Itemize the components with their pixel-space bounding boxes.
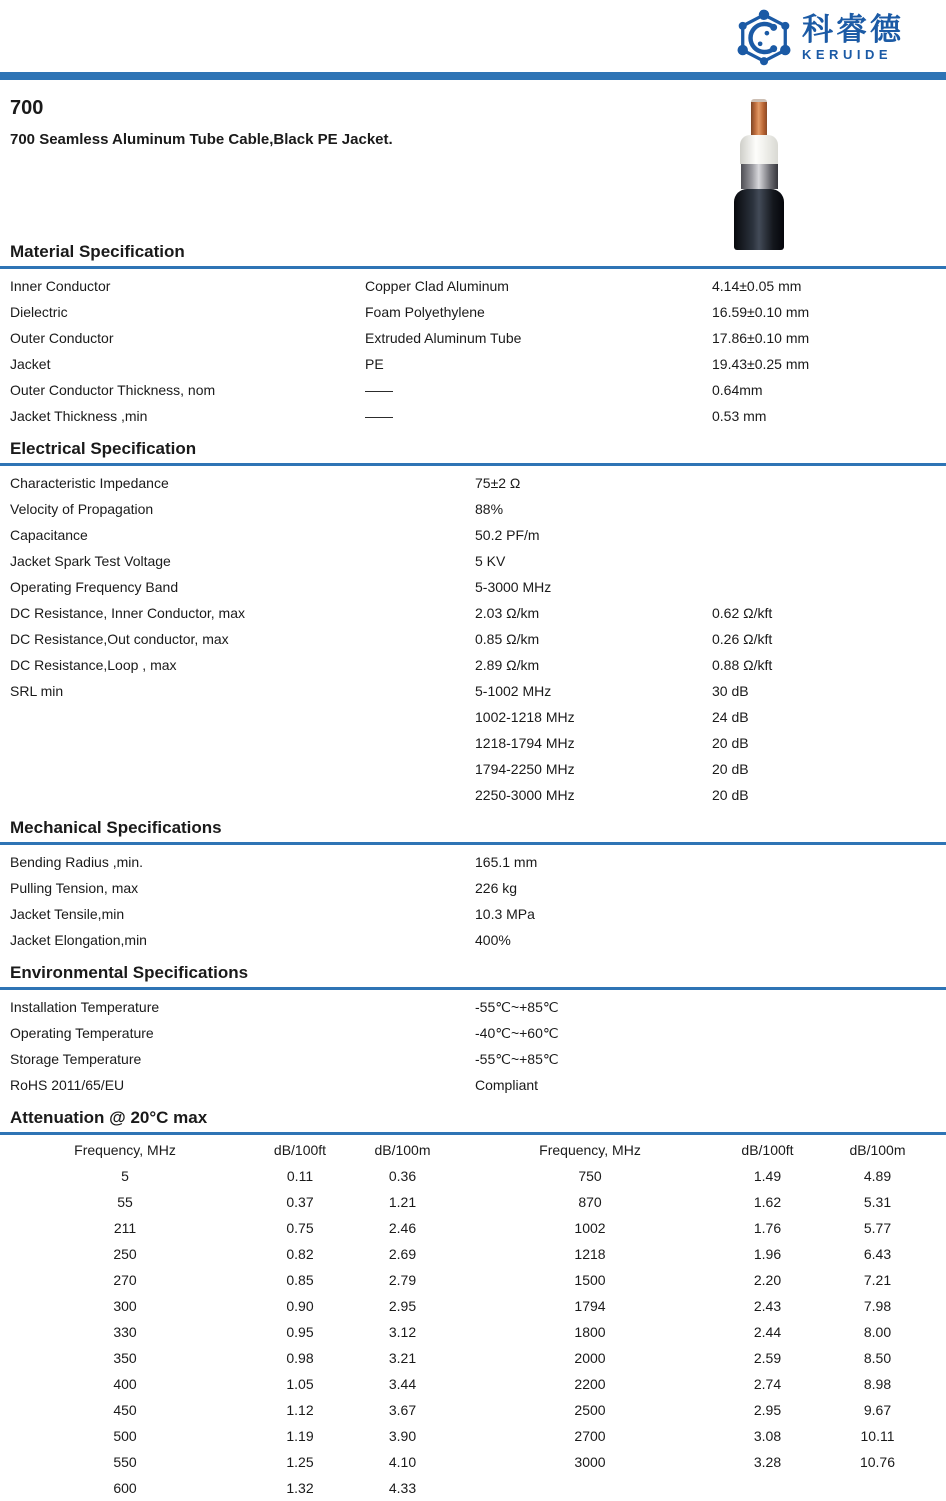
cell-frequency-left: 270 <box>113 1272 137 1288</box>
cell-frequency-right <box>455 1475 725 1501</box>
spec-label: Outer Conductor <box>10 330 114 346</box>
spec-value-primary: 400% <box>475 932 511 948</box>
spec-label: Jacket Spark Test Voltage <box>10 553 171 569</box>
cell-frequency-right: 1218 <box>574 1246 606 1262</box>
spec-label: DC Resistance, Inner Conductor, max <box>10 605 245 621</box>
table-row <box>0 1475 945 1501</box>
attenuation-header-row <box>0 1137 945 1163</box>
cell-db100ft-left: 1.12 <box>286 1402 314 1418</box>
spec-row <box>0 377 946 403</box>
spec-value-secondary: 4.14±0.05 mm <box>712 278 802 294</box>
cell-db100ft-right: 1.49 <box>753 1168 782 1184</box>
spec-row <box>0 678 946 704</box>
spec-value-primary: 2.89 Ω/km <box>475 657 540 673</box>
cell-db100ft-right: 2.95 <box>753 1402 782 1418</box>
cell-db100ft-right: 1.96 <box>753 1246 782 1262</box>
table-row <box>0 1189 945 1215</box>
table-row <box>0 1267 945 1293</box>
cell-db100ft-left: 1.19 <box>286 1428 314 1444</box>
spec-value-secondary <box>712 1020 946 1046</box>
cell-db100ft-right <box>725 1475 810 1501</box>
cable-dielectric-layer <box>740 135 778 164</box>
spec-value-secondary: 16.59±0.10 mm <box>712 304 810 320</box>
spec-value-secondary: 20 dB <box>712 761 749 777</box>
spec-label: Dielectric <box>10 304 68 320</box>
spec-value-primary: 5-3000 MHz <box>475 579 552 595</box>
spec-value-primary: 50.2 PF/m <box>475 527 540 543</box>
cell-frequency-left: 55 <box>117 1194 133 1210</box>
spec-label: Bending Radius ,min. <box>10 854 144 870</box>
cell-frequency-left: 500 <box>113 1428 137 1444</box>
column-header: dB/100ft <box>741 1142 794 1158</box>
spec-value-primary: Foam Polyethylene <box>365 304 485 320</box>
cell-db100ft-left: 0.90 <box>286 1298 314 1314</box>
material-rows <box>0 269 946 429</box>
spec-label: DC Resistance,Out conductor, max <box>10 631 229 647</box>
cell-db100ft-left: 0.75 <box>286 1220 314 1236</box>
spec-value-primary: Extruded Aluminum Tube <box>365 330 522 346</box>
keruide-logo <box>735 9 904 67</box>
attenuation-body <box>0 1163 945 1501</box>
spec-value-primary: Compliant <box>475 1077 539 1093</box>
cell-db100ft-left: 0.98 <box>286 1350 314 1366</box>
section-attenuation <box>0 1107 946 1501</box>
cell-db100m-right: 7.98 <box>863 1298 892 1314</box>
cell-db100m-left: 3.21 <box>388 1350 417 1366</box>
spec-value-primary: -55℃~+85℃ <box>475 999 559 1015</box>
cell-db100ft-right: 2.59 <box>753 1350 782 1366</box>
spec-row <box>0 600 946 626</box>
cell-db100ft-right: 2.20 <box>753 1272 782 1288</box>
section-title-attenuation: Attenuation @ 20°C max <box>0 1107 946 1135</box>
spec-value-secondary <box>712 994 946 1020</box>
spec-value-secondary <box>712 927 946 953</box>
cell-db100m-left: 3.67 <box>388 1402 417 1418</box>
spec-label: Operating Frequency Band <box>10 579 179 595</box>
cell-frequency-left: 550 <box>113 1454 137 1470</box>
spec-row <box>0 994 946 1020</box>
spec-row <box>0 927 946 953</box>
spec-label: Characteristic Impedance <box>10 475 169 491</box>
spec-value-primary: 1794-2250 MHz <box>475 761 575 777</box>
product-title-block <box>0 80 946 149</box>
spec-row <box>0 1046 946 1072</box>
spec-value-secondary <box>712 901 946 927</box>
column-header: dB/100m <box>374 1142 431 1158</box>
spec-value-secondary <box>712 522 946 548</box>
spec-value-secondary <box>712 574 946 600</box>
spec-value-primary: 88% <box>475 501 504 517</box>
product-model: 700 <box>10 97 44 119</box>
cell-db100m-right: 4.89 <box>863 1168 892 1184</box>
spec-row <box>0 626 946 652</box>
cell-db100m-right: 7.21 <box>863 1272 892 1288</box>
spec-value-secondary: 20 dB <box>712 735 749 751</box>
spec-label <box>10 704 475 730</box>
spec-value-secondary: 0.26 Ω/kft <box>712 631 773 647</box>
cell-db100ft-right: 2.44 <box>753 1324 782 1340</box>
spec-label: Capacitance <box>10 527 88 543</box>
cell-frequency-left: 250 <box>113 1246 137 1262</box>
spec-label: Jacket Elongation,min <box>10 932 147 948</box>
spec-value-primary: —— <box>365 408 393 424</box>
cell-frequency-left: 5 <box>121 1168 129 1184</box>
cell-frequency-left: 330 <box>113 1324 137 1340</box>
section-environmental <box>0 962 946 1098</box>
cell-db100ft-left: 0.37 <box>286 1194 314 1210</box>
spec-value-secondary <box>712 1046 946 1072</box>
spec-value-primary: Copper Clad Aluminum <box>365 278 509 294</box>
cell-db100m-left: 2.95 <box>388 1298 417 1314</box>
cell-frequency-right: 2700 <box>574 1428 606 1444</box>
cell-frequency-right: 870 <box>578 1194 602 1210</box>
spec-value-primary: 5 KV <box>475 553 506 569</box>
spec-label: Inner Conductor <box>10 278 111 294</box>
spec-label: Jacket Thickness ,min <box>10 408 148 424</box>
cell-frequency-right: 750 <box>578 1168 602 1184</box>
section-electrical <box>0 438 946 808</box>
spec-row <box>0 782 946 808</box>
spec-row <box>0 325 946 351</box>
cell-frequency-left: 450 <box>113 1402 137 1418</box>
cell-frequency-right: 1500 <box>574 1272 606 1288</box>
spec-row <box>0 704 946 730</box>
spec-value-primary: 165.1 mm <box>475 854 538 870</box>
cable-cross-section-photo <box>733 99 785 250</box>
section-title-material: Material Specification <box>0 241 946 269</box>
cell-db100m-left: 4.33 <box>388 1480 417 1496</box>
table-row <box>0 1449 945 1475</box>
page-header <box>0 0 946 72</box>
spec-label: Storage Temperature <box>10 1051 142 1067</box>
spec-row <box>0 730 946 756</box>
spec-value-secondary: 20 dB <box>712 787 749 803</box>
section-mechanical <box>0 817 946 953</box>
spec-row <box>0 849 946 875</box>
spec-row <box>0 273 946 299</box>
spec-value-primary: -40℃~+60℃ <box>475 1025 559 1041</box>
spec-value-primary: 5-1002 MHz <box>475 683 552 699</box>
spec-value-primary: PE <box>365 356 384 372</box>
cell-frequency-right: 2500 <box>574 1402 606 1418</box>
spec-label <box>10 782 475 808</box>
cell-db100ft-left: 0.82 <box>286 1246 314 1262</box>
cell-db100m-left: 3.12 <box>388 1324 417 1340</box>
cell-frequency-right: 1002 <box>574 1220 606 1236</box>
cell-frequency-left: 600 <box>113 1480 137 1496</box>
spec-value-primary: 75±2 Ω <box>475 475 521 491</box>
table-row <box>0 1163 945 1189</box>
spec-label <box>10 730 475 756</box>
cell-db100ft-right: 1.62 <box>753 1194 782 1210</box>
environmental-rows <box>0 990 946 1098</box>
spec-value-secondary: 19.43±0.25 mm <box>712 356 810 372</box>
spec-value-secondary <box>712 875 946 901</box>
spec-row <box>0 470 946 496</box>
spec-value-secondary: 24 dB <box>712 709 749 725</box>
cell-frequency-left: 400 <box>113 1376 137 1392</box>
cell-db100m-left: 3.90 <box>388 1428 417 1444</box>
cell-db100m-left: 2.69 <box>388 1246 417 1262</box>
brand-name-english: KERUIDE <box>802 47 893 63</box>
spec-row <box>0 652 946 678</box>
spec-value-secondary: 0.62 Ω/kft <box>712 605 773 621</box>
spec-row <box>0 496 946 522</box>
cell-db100ft-left: 0.11 <box>286 1168 314 1184</box>
spec-row <box>0 1020 946 1046</box>
cell-db100ft-left: 0.95 <box>286 1324 314 1340</box>
table-row <box>0 1319 945 1345</box>
spec-value-primary: 0.85 Ω/km <box>475 631 540 647</box>
cell-db100m-right: 9.67 <box>863 1402 892 1418</box>
spec-row <box>0 574 946 600</box>
column-header: dB/100m <box>849 1142 906 1158</box>
spec-label: Operating Temperature <box>10 1025 154 1041</box>
spec-row <box>0 351 946 377</box>
cell-db100m-right: 10.76 <box>859 1454 896 1470</box>
spec-value-primary: 1002-1218 MHz <box>475 709 575 725</box>
spec-value-secondary: 30 dB <box>712 683 749 699</box>
cell-db100m-right: 6.43 <box>863 1246 892 1262</box>
spec-label: Outer Conductor Thickness, nom <box>10 382 216 398</box>
product-description: 700 Seamless Aluminum Tube Cable,Black PE Jacket. <box>10 131 393 148</box>
spec-row <box>0 403 946 429</box>
cell-frequency-left: 211 <box>113 1220 137 1236</box>
spec-value-secondary: 0.53 mm <box>712 408 767 424</box>
spec-row <box>0 901 946 927</box>
section-title-environmental: Environmental Specifications <box>0 962 946 990</box>
cell-db100m-left: 3.44 <box>388 1376 417 1392</box>
attenuation-table <box>0 1135 945 1501</box>
brand-name-chinese: 科睿德 <box>802 11 904 47</box>
table-row <box>0 1241 945 1267</box>
cell-db100m-right: 10.11 <box>860 1428 895 1444</box>
spec-value-secondary: 0.64mm <box>712 382 763 398</box>
cell-db100m-left: 4.10 <box>388 1454 417 1470</box>
electrical-rows <box>0 466 946 808</box>
spec-value-secondary <box>712 496 946 522</box>
table-row <box>0 1345 945 1371</box>
column-header: Frequency, MHz <box>539 1142 641 1158</box>
cell-db100m-right <box>810 1475 945 1501</box>
cell-db100ft-right: 3.28 <box>753 1454 782 1470</box>
spec-value-primary: 2250-3000 MHz <box>475 787 575 803</box>
cell-frequency-left: 300 <box>113 1298 137 1314</box>
cell-db100ft-left: 1.32 <box>286 1480 314 1496</box>
spec-label: Pulling Tension, max <box>10 880 139 896</box>
spec-label: Jacket <box>10 356 51 372</box>
cell-frequency-right: 3000 <box>574 1454 606 1470</box>
cell-db100m-right: 8.00 <box>863 1324 892 1340</box>
cell-db100m-right: 5.31 <box>863 1194 892 1210</box>
cell-db100ft-left: 1.25 <box>286 1454 314 1470</box>
cell-db100ft-right: 3.08 <box>753 1428 782 1444</box>
cell-db100ft-right: 2.43 <box>753 1298 782 1314</box>
spec-row <box>0 875 946 901</box>
cell-db100m-right: 8.98 <box>863 1376 892 1392</box>
cell-db100m-right: 8.50 <box>863 1350 892 1366</box>
cell-db100ft-left: 0.85 <box>286 1272 314 1288</box>
cable-copper-conductor <box>751 99 767 136</box>
molecule-hexagon-icon <box>735 9 793 67</box>
cell-db100m-left: 2.46 <box>388 1220 417 1236</box>
cell-db100m-left: 0.36 <box>388 1168 417 1184</box>
cell-frequency-right: 1800 <box>574 1324 606 1340</box>
brand-name <box>802 11 904 63</box>
spec-value-primary: 1218-1794 MHz <box>475 735 575 751</box>
cable-aluminum-tube <box>741 164 778 189</box>
cell-db100ft-left: 1.05 <box>286 1376 314 1392</box>
section-title-electrical: Electrical Specification <box>0 438 946 466</box>
spec-row <box>0 548 946 574</box>
table-row <box>0 1293 945 1319</box>
spec-row <box>0 522 946 548</box>
spec-value-primary: 10.3 MPa <box>475 906 535 922</box>
section-material <box>0 241 946 429</box>
spec-label: RoHS 2011/65/EU <box>10 1077 125 1093</box>
cable-pe-jacket <box>734 189 784 250</box>
spec-label: DC Resistance,Loop , max <box>10 657 177 673</box>
spec-row <box>0 1072 946 1098</box>
spec-row <box>0 756 946 782</box>
spec-label: SRL min <box>10 683 64 699</box>
spec-value-secondary <box>712 548 946 574</box>
spec-value-primary: -55℃~+85℃ <box>475 1051 559 1067</box>
cell-frequency-right: 2200 <box>574 1376 606 1392</box>
spec-label: Installation Temperature <box>10 999 160 1015</box>
table-row <box>0 1397 945 1423</box>
cell-frequency-right: 2000 <box>574 1350 606 1366</box>
cell-db100ft-right: 1.76 <box>753 1220 782 1236</box>
table-row <box>0 1423 945 1449</box>
cell-db100ft-right: 2.74 <box>753 1376 782 1392</box>
table-row <box>0 1371 945 1397</box>
cell-db100m-left: 1.21 <box>388 1194 417 1210</box>
spec-value-secondary <box>712 470 946 496</box>
column-header: dB/100ft <box>273 1142 327 1158</box>
table-row <box>0 1215 945 1241</box>
spec-label: Jacket Tensile,min <box>10 906 125 922</box>
spec-value-secondary <box>712 849 946 875</box>
spec-value-primary: 2.03 Ω/km <box>475 605 540 621</box>
cell-db100m-right: 5.77 <box>863 1220 892 1236</box>
spec-value-primary: 226 kg <box>475 880 518 896</box>
column-header: Frequency, MHz <box>74 1142 176 1158</box>
spec-label <box>10 756 475 782</box>
spec-value-secondary: 17.86±0.10 mm <box>712 330 810 346</box>
header-divider-bar <box>0 72 946 80</box>
section-title-mechanical: Mechanical Specifications <box>0 817 946 845</box>
spec-value-primary: —— <box>365 382 393 398</box>
cell-frequency-right: 1794 <box>574 1298 606 1314</box>
spec-label: Velocity of Propagation <box>10 501 154 517</box>
cell-db100m-left: 2.79 <box>388 1272 417 1288</box>
spec-value-secondary: 0.88 Ω/kft <box>712 657 773 673</box>
cell-frequency-left: 350 <box>113 1350 137 1366</box>
mechanical-rows <box>0 845 946 953</box>
spec-row <box>0 299 946 325</box>
spec-value-secondary <box>712 1072 946 1098</box>
